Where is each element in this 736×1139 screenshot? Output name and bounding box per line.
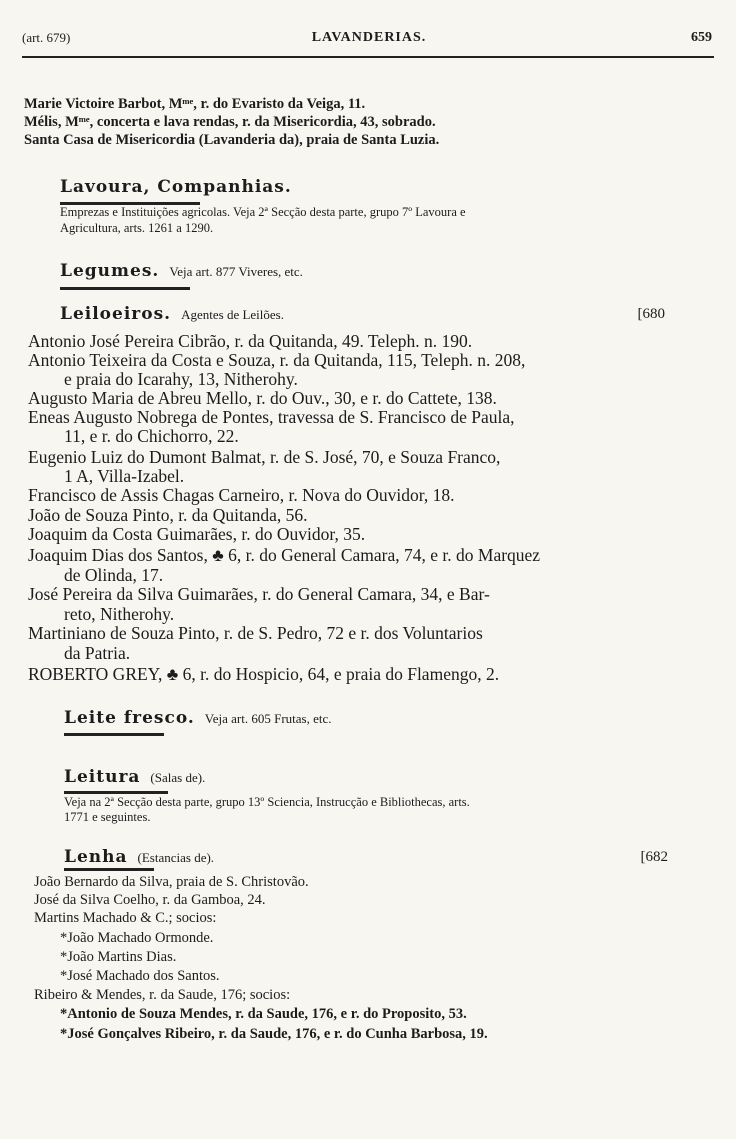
entry-line: Francisco de Assis Chagas Carneiro, r. Nova do Ouvidor, 18.: [28, 485, 455, 505]
section-heading-leitura: [64, 767, 205, 787]
entry-line: Eneas Augusto Nobrega de Pontes, travessa de S. Francisco de Paula,: [28, 407, 515, 427]
section-title: Leite fresco.: [64, 708, 195, 728]
entry-line: *João Machado Ormonde.: [60, 930, 214, 946]
entry-line: Santa Casa de Misericordia (Lavanderia da), praia de Santa Luzia.: [24, 132, 440, 148]
section-title: Legumes.: [60, 261, 160, 281]
entry-line: Ribeiro & Mendes, r. da Saude, 176; socios:: [34, 987, 291, 1003]
entry-line: 1 A, Villa-Izabel.: [64, 466, 185, 486]
section-heading-leiloeiros: [60, 304, 665, 324]
entry-line: reto, Nitherohy.: [64, 604, 175, 624]
entry-line: Joaquim da Costa Guimarães, r. do Ouvidor, 35.: [28, 524, 366, 544]
section-underline: [64, 791, 168, 794]
entry-line: e praia do Icarahy, 13, Nitherohy.: [64, 369, 298, 389]
section-text-line: 1771 e seguintes.: [64, 810, 151, 824]
entry-line: Marie Victoire Barbot, Mᵐᵉ, r. do Evaristo da Veiga, 11.: [24, 96, 366, 112]
section-text-line: Veja na 2ª Secção desta parte, grupo 13º Sciencia, Instrucção e Bibliothecas, arts.: [64, 795, 470, 809]
section-heading-lavoura: [60, 177, 292, 197]
entry-line: Eugenio Luiz do Dumont Balmat, r. de S. José, 70, e Souza Franco,: [28, 447, 501, 467]
entry-line: Antonio José Pereira Cibrão, r. da Quitanda, 49. Teleph. n. 190.: [28, 331, 473, 351]
entry-line: Martiniano de Souza Pinto, r. de S. Pedro, 72 e r. dos Voluntarios: [28, 623, 483, 643]
section-description: Veja art. 877 Viveres, etc.: [169, 264, 303, 279]
entry-line: João Bernardo da Silva, praia de S. Christovão.: [34, 874, 309, 890]
entry-line: *João Martins Dias.: [60, 949, 177, 965]
section-heading-legumes: [60, 261, 303, 281]
entry-line: *José Machado dos Santos.: [60, 968, 220, 984]
section-heading-lenha: [64, 847, 668, 867]
entry-line: *Antonio de Souza Mendes, r. da Saude, 176, e r. do Proposito, 53.: [60, 1006, 467, 1022]
section-underline: [60, 287, 190, 290]
entry-line: *José Gonçalves Ribeiro, r. da Saude, 176, e r. do Cunha Barbosa, 19.: [60, 1026, 488, 1042]
header-rule: [22, 56, 714, 58]
entry-line: de Olinda, 17.: [64, 565, 164, 585]
entry-line: José da Silva Coelho, r. da Gamboa, 24.: [34, 892, 266, 908]
section-underline: [64, 733, 164, 736]
entry-line: José Pereira da Silva Guimarães, r. do General Camara, 34, e Bar-: [28, 584, 490, 604]
entry-line: Mélis, Mᵐᵉ, concerta e lava rendas, r. da Misericordia, 43, sobrado.: [24, 114, 436, 130]
section-number: [682: [640, 849, 668, 865]
section-description: (Estancias de).: [137, 850, 215, 865]
section-title: Lenha: [64, 847, 128, 867]
section-text-line: Emprezas e Instituições agricolas. Veja 2ª Secção desta parte, grupo 7º Lavoura e: [60, 205, 466, 219]
entry-line: 11, e r. do Chichorro, 22.: [64, 426, 239, 446]
header-article-ref: (art. 679): [22, 30, 71, 45]
header-title: LAVANDERIAS.: [311, 30, 427, 45]
section-description: Veja art. 605 Frutas, etc.: [204, 711, 332, 726]
section-underline: [64, 868, 154, 871]
section-description: Agentes de Leilões.: [181, 307, 284, 322]
entry-line: ROBERTO GREY, ♣ 6, r. do Hospicio, 64, e praia do Flamengo, 2.: [28, 664, 500, 684]
section-title: Lavoura, Companhias.: [60, 177, 292, 197]
section-heading-leite-fresco: [64, 708, 332, 728]
entry-line: João de Souza Pinto, r. da Quitanda, 56.: [28, 505, 308, 525]
section-title: Leitura: [64, 767, 141, 787]
entry-line: Augusto Maria de Abreu Mello, r. do Ouv., 30, e r. do Cattete, 138.: [28, 388, 497, 408]
entry-line: Antonio Teixeira da Costa e Souza, r. da Quitanda, 115, Teleph. n. 208,: [28, 350, 526, 370]
page-header: [22, 30, 716, 52]
entry-line: Martins Machado & C.; socios:: [34, 910, 217, 926]
entry-line: Joaquim Dias dos Santos, ♣ 6, r. do General Camara, 74, e r. do Marquez: [28, 545, 541, 565]
entry-line: da Patria.: [64, 643, 131, 663]
page-number: 659: [691, 30, 712, 45]
section-number: [680: [637, 306, 665, 322]
section-text-line: Agricultura, arts. 1261 a 1290.: [60, 221, 214, 235]
section-description: (Salas de).: [150, 770, 206, 785]
section-title: Leiloeiros.: [60, 304, 172, 324]
